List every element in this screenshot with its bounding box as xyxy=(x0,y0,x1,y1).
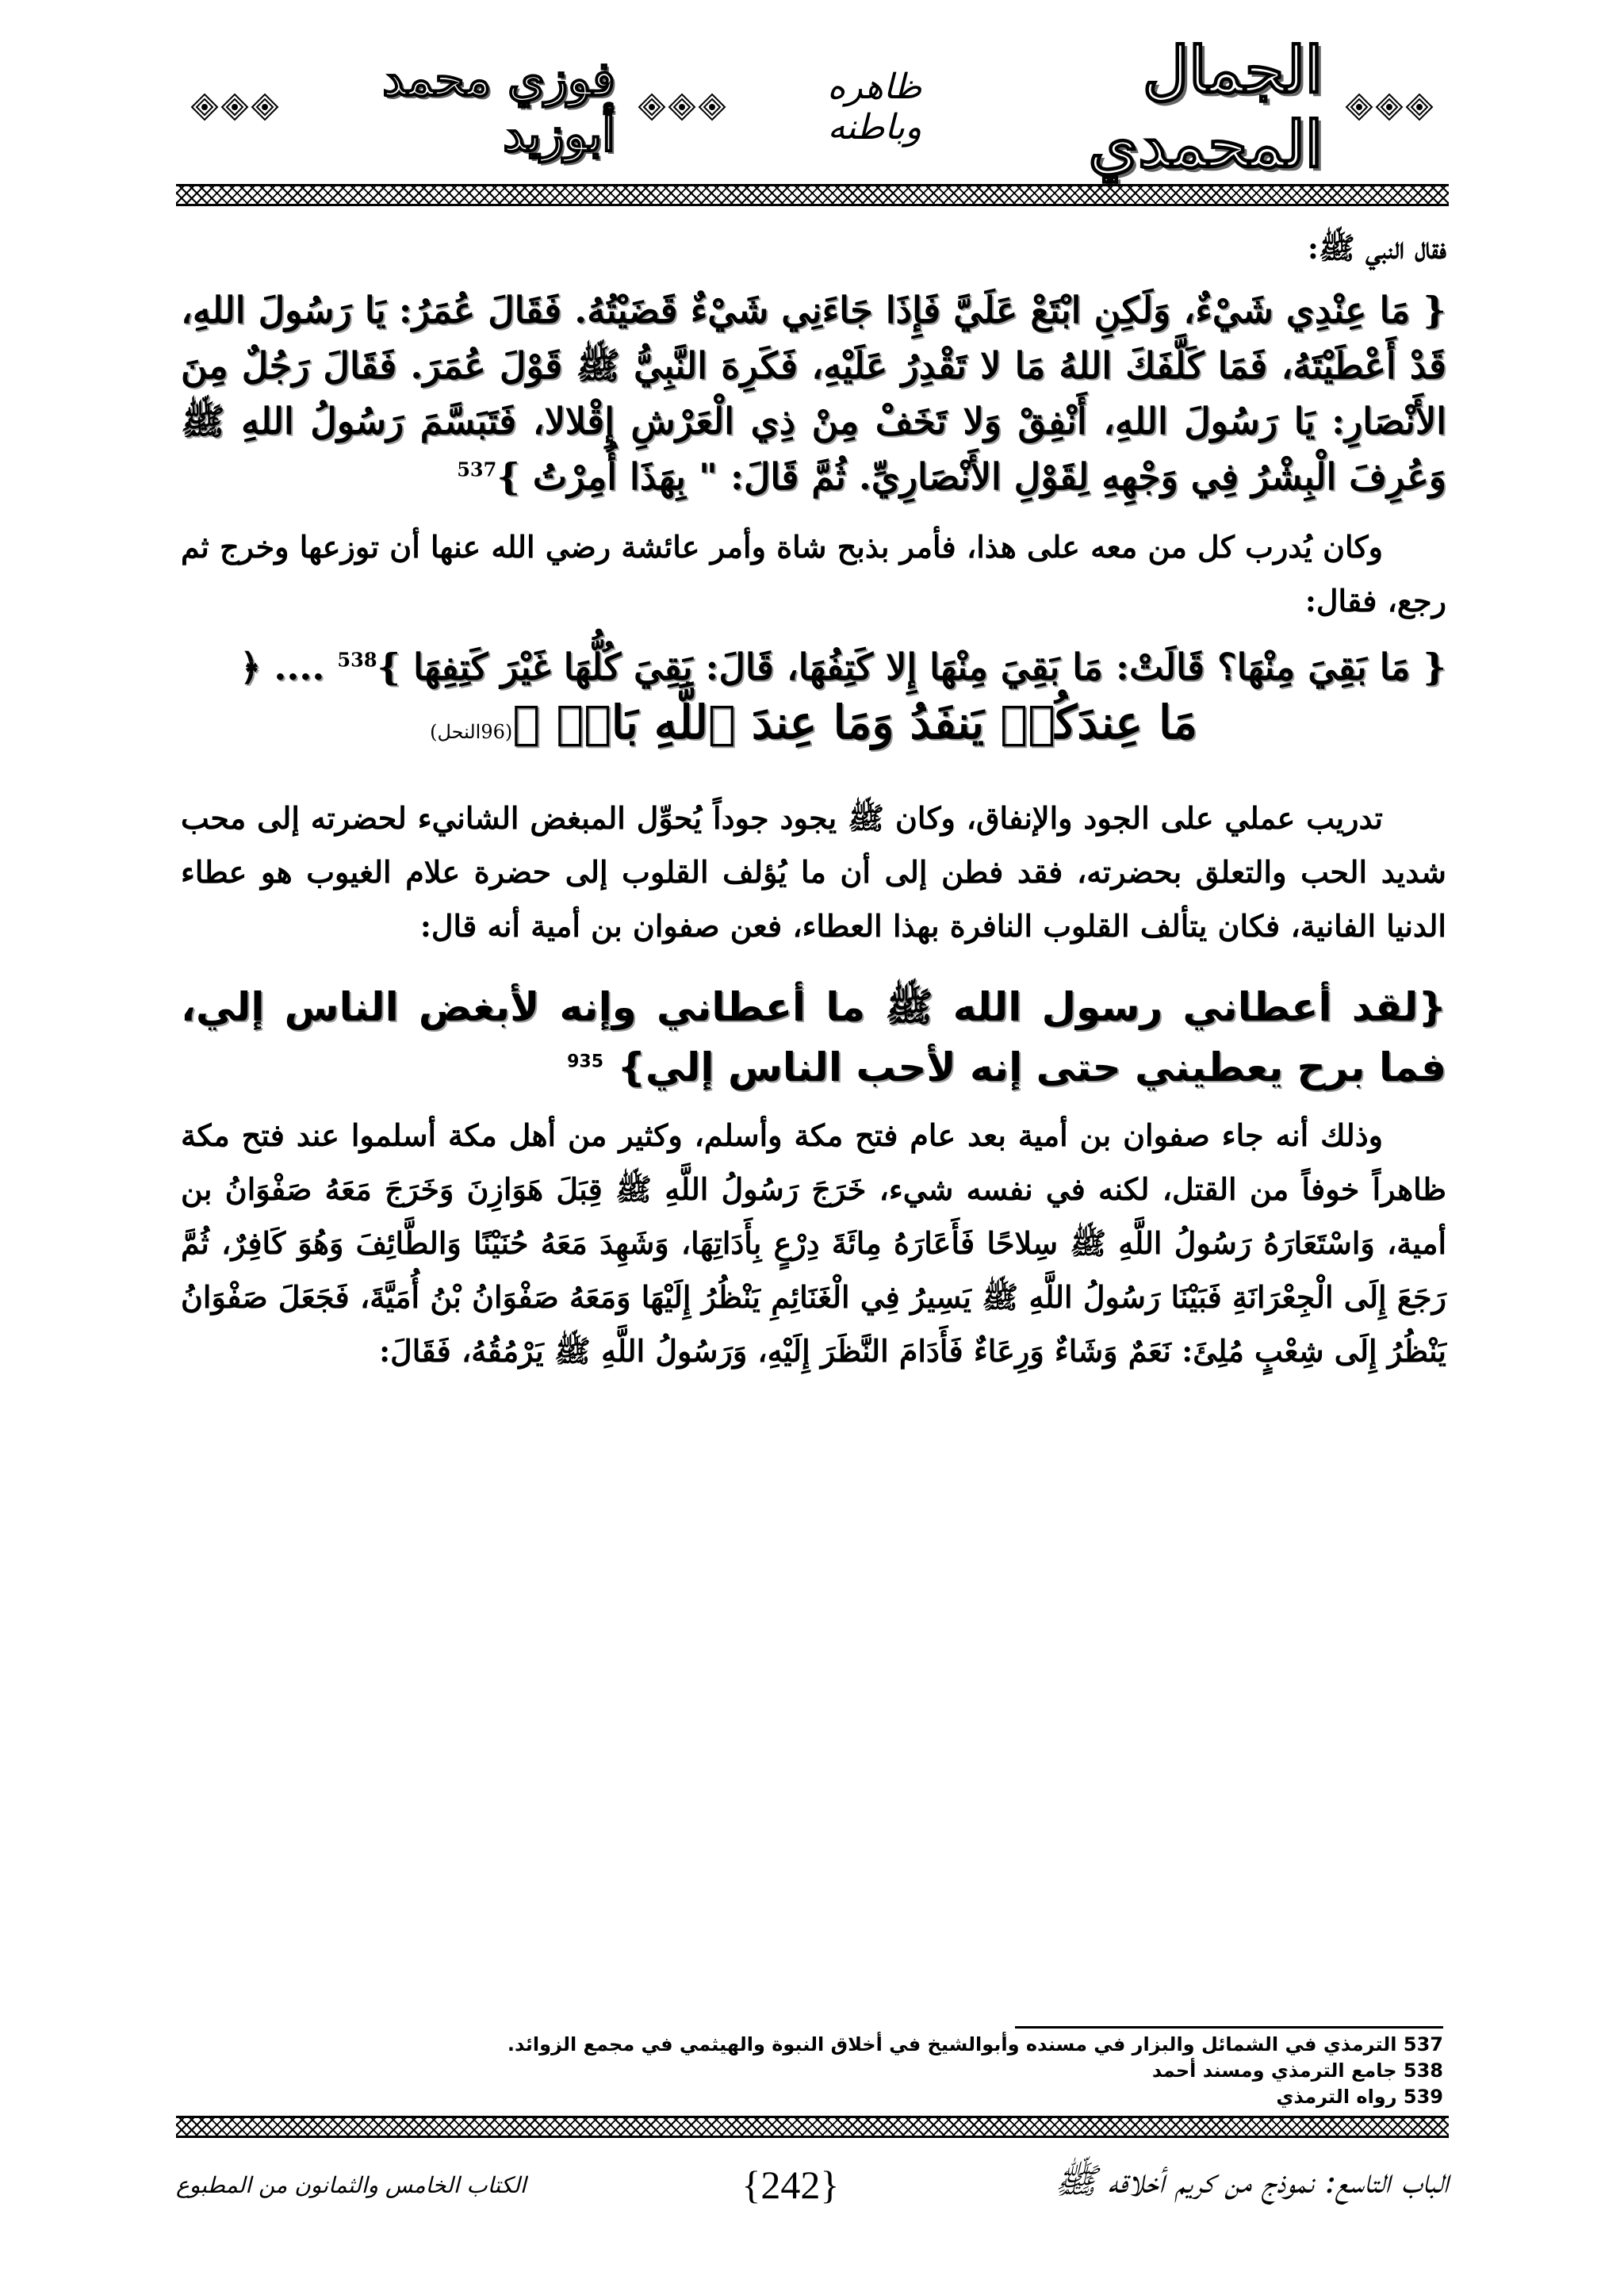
header-author: فوزي محمد أبوزيد xyxy=(382,52,615,163)
paragraph-1: وكان يُدرب كل من معه على هذا، فأمر بذبح شاة وأمر عائشة رضي الله عنها أن توزعها وخرج ثم رجع، فقال: xyxy=(181,529,1446,619)
footnote-ref-935: 935 xyxy=(567,1052,604,1072)
footer-book-part: الكتاب الخامس والثمانون من المطبوع xyxy=(176,2171,527,2198)
header-title: الجمال المحمدي xyxy=(1088,33,1323,182)
footnote-ref-537: 537 xyxy=(457,458,497,481)
page-header xyxy=(190,33,1434,182)
footer-border-ornament xyxy=(176,2116,1449,2138)
quote-safwan xyxy=(181,977,1446,1098)
footnote-539: 539 رواه الترمذي xyxy=(1276,2086,1443,2108)
ornament-left-icon xyxy=(190,93,279,121)
paragraph-3: وذلك أنه جاء صفوان بن أمية بعد عام فتح مكة وأسلم، وكثير من أهل مكة أسلموا عند فتح مكة ظاهراً خوفاً من القتل، لكنه في نفسه شيء، خَرَجَ رَسُولُ اللَّهِ ﷺ قِبَلَ هَوَازِنَ وَخَرَجَ مَعَهُ صَفْوَانُ بن أمية، وَاسْتَعَارَهُ رَسُولُ اللَّهِ ﷺ سِلاحًا فَأَعَارَهُ مِائَةَ دِرْعٍ بِأَدَاتِهَا، وَشَهِدَ مَعَهُ حُنَيْنًا وَالطَّائِفَ وَهُوَ كَافِرٌ، ثُمَّ رَجَعَ إِلَى الْجِعْرَانَةِ فَبَيْنَا رَسُولُ اللَّهِ ﷺ يَسِيرُ فِي الْغَنَائِمِ يَنْظُرُ إِلَيْهَا وَمَعَهُ صَفْوَانُ بْنُ أُمَيَّةَ، فَجَعَلَ صَفْوَانُ يَنْظُرُ إِلَى شِعْبٍ مُلِئَ: نَعَمٌ وَشَاءٌ وَرِعَاءٌ فَأَدَامَ النَّظَرَ إِلَيْهِ، وَرَسُولُ اللَّهِ ﷺ يَرْمُقُهُ، فَقَالَ: xyxy=(181,1117,1446,1369)
page-footer xyxy=(176,2141,1449,2228)
ellipsis-bracket: .... ﴿ xyxy=(239,646,325,688)
intro-line: فقال النبي ﷺ: xyxy=(1307,230,1446,266)
quote-safwan-text: {لقد أعطاني رسول الله ﷺ ما أعطاني وإنه لأبغض الناس إلي، فما برح يعطيني حتى إنه لأحب الناس إلي} xyxy=(181,984,1446,1090)
verse-reference: (96النحل) xyxy=(430,721,513,743)
hadith-537 xyxy=(181,282,1446,504)
ornament-right-icon xyxy=(1345,93,1434,121)
hadith-538 xyxy=(181,639,1446,695)
footnotes xyxy=(178,2032,1443,2110)
header-subtitle: ظاهره وباطنه xyxy=(827,67,922,147)
page-number: {242} xyxy=(741,2163,840,2207)
hadith-538-text: { مَا بَقِيَ مِنْهَا؟ قَالَتْ: مَا بَقِيَ مِنْهَا إِلا كَتِفُهَا، قَالَ: بَقِيَ كُلُّهَا غَيْرَ كَتِفِهَا } xyxy=(377,646,1446,688)
verse-text: مَا عِندَكُمۡ يَنفَدُ وَمَا عِندَ ٱللَّهِ بَاقٖ ﴾ xyxy=(512,695,1197,749)
main-content xyxy=(181,222,1446,1378)
footer-chapter-title: الباب التاسع: نموذج من كريم أخلاقه ﷺ xyxy=(1055,2161,1449,2201)
quran-verse xyxy=(181,695,1446,760)
hadith-537-text: { مَا عِنْدِي شَيْءٌ، وَلَكِنِ ابْتَعْ عَلَيَّ فَإِذَا جَاءَنِي شَيْءٌ قَضَيْتُهُ. فَقَالَ عُمَرُ: يَا رَسُولَ اللهِ، قَدْ أَعْطَيْتَهُ، فَمَا كَلَّفَكَ اللهُ مَا لا تَقْدِرُ عَلَيْهِ، فَكَرِهَ النَّبِيُّ ﷺ قَوْلَ عُمَرَ. فَقَالَ رَجُلٌ مِنَ الأَنْصَارِ: يَا رَسُولَ اللهِ، أَنْفِقْ وَلا تَخَفْ مِنْ ذِي الْعَرْشِ إِقْلالا، فَتَبَسَّمَ رَسُولُ اللهِ ﷺ وَعُرِفَ الْبِشْرُ فِي وَجْهِهِ لِقَوْلِ الأَنْصَارِيِّ. ثُمَّ قَالَ: " بِهَذَا أُمِرْتُ } xyxy=(181,289,1446,498)
footnote-538: 538 جامع الترمذي ومسند أحمد xyxy=(1151,2059,1443,2082)
footnote-ref-538: 538 xyxy=(337,648,377,672)
paragraph-2: تدريب عملي على الجود والإنفاق، وكان ﷺ يجود جوداً يُحوِّل المبغض الشانيء لحضرته إلى محب شديد الحب والتعلق بحضرته، فقد فطن إلى أن ما يُؤلف القلوب إلى حضرة علام الغيوب هو عطاء الدنيا الفانية، فكان يتألف القلوب النافرة بهذا العطاء، فعن صفوان بن أمية أنه قال: xyxy=(181,800,1446,944)
footnote-rule xyxy=(1015,2026,1443,2029)
footnote-537: 537 الترمذي في الشمائل والبزار في مسنده وأبوالشيخ في أخلاق النبوة والهيثمي في مجمع الزوائد. xyxy=(507,2033,1443,2055)
header-border-ornament xyxy=(176,184,1449,206)
ornament-middle-icon xyxy=(638,93,726,121)
